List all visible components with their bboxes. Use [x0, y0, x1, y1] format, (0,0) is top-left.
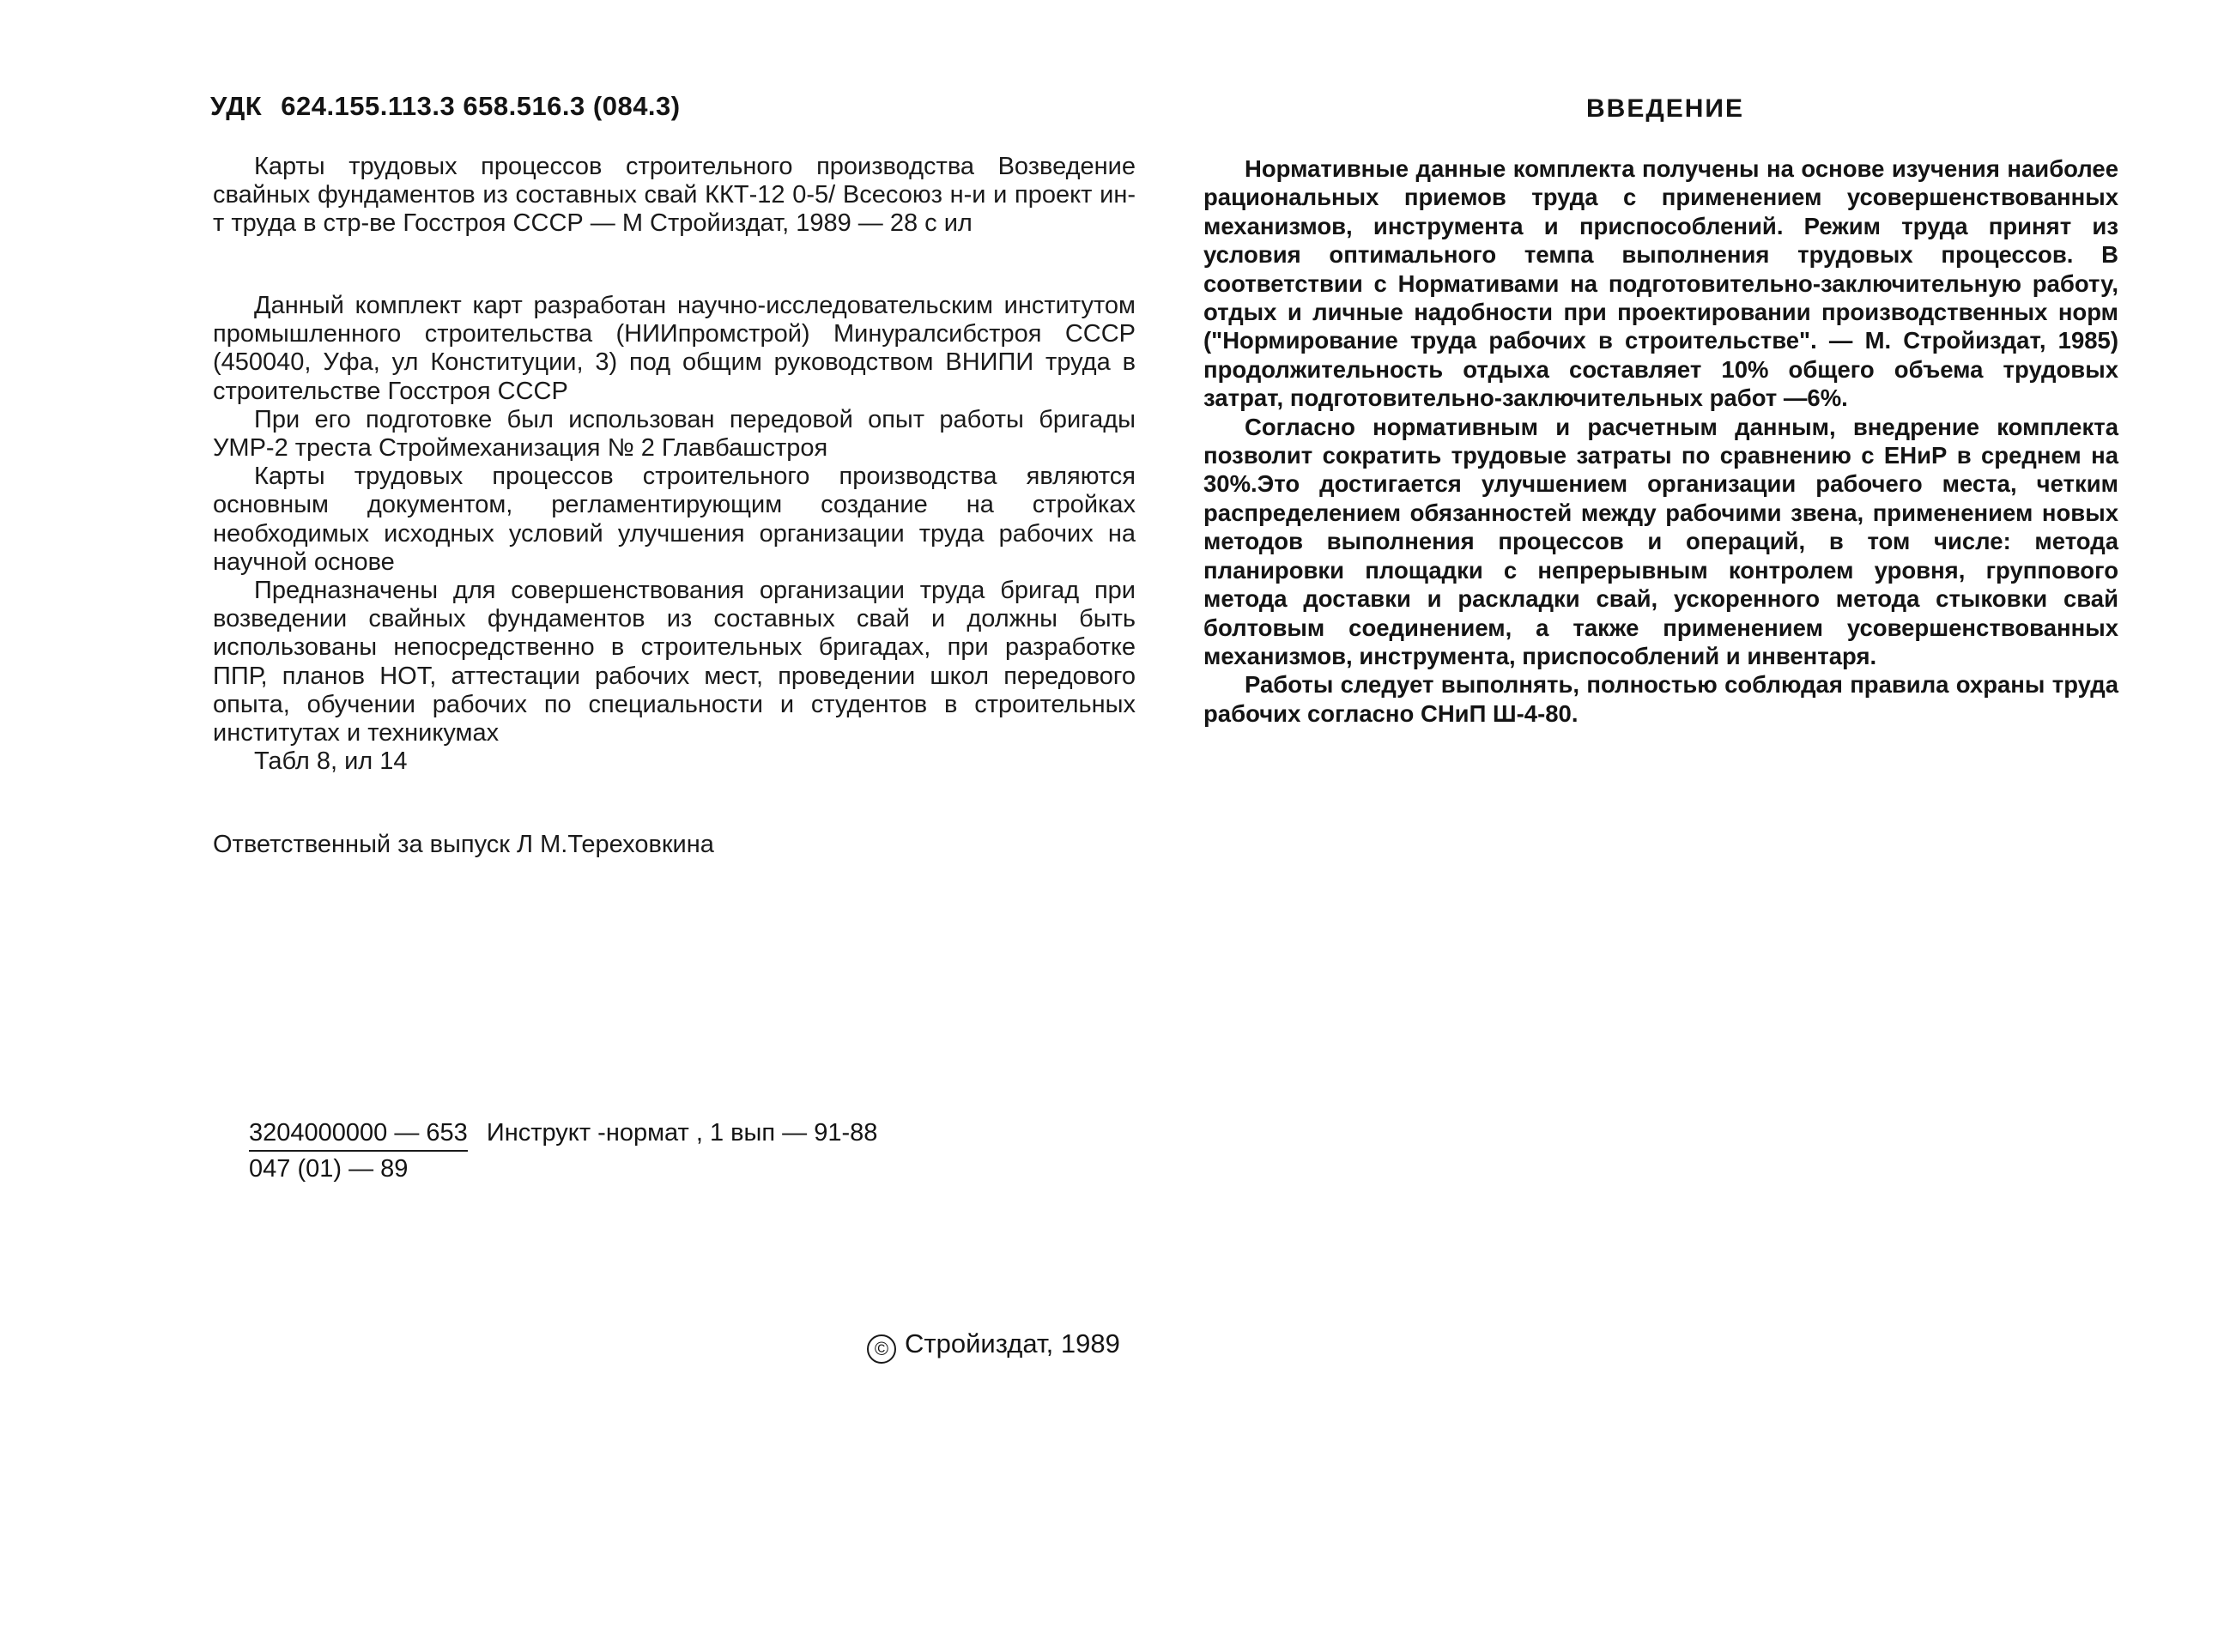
bibliography-block: [213, 153, 1136, 239]
code-note: Инструкт -нормат , 1 вып — 91-88: [486, 1119, 878, 1147]
annotation-paragraph: Карты трудовых процессов строительного производства являются основным документом, регламентирующим создание на стройках необходимых исходных условий улучшения организации труда рабочих на научной основе: [213, 463, 1136, 576]
annotation-paragraph: Данный комплект карт разработан научно-исследовательским институтом промышленного строительства (НИИпромстрой) Минуралсибстроя СССР (450040, Уфа, ул Конституции, 3) под общим руководством ВНИПИ труда в строительстве Госстроя СССР: [213, 292, 1136, 405]
tables-figures-count: Табл 8, ил 14: [254, 747, 408, 776]
copyright-text: Стройиздат, 1989: [905, 1328, 1120, 1359]
udk-code: 624.155.113.3 658.516.3 (084.3): [281, 91, 681, 121]
udk-header: [210, 91, 681, 122]
annotation-paragraph: Предназначены для совершенствования организации труда бригад при возведении свайных фундаментов из составных свай и должны быть использованы непосредственно в строительных бригадах, при разработке ППР, планов НОТ, аттестации рабочих мест, проведении школ передового опыта, обучении рабочих по специальности и студентов в строительных институтах и техникумах: [213, 577, 1136, 747]
introduction-paragraph: Согласно нормативным и расчетным данным, внедрение комплекта позволит сократить трудовые затраты по сравнению с ЕНиР в среднем на 30%.Это достигается улучшением организации рабочего места, четким распределением обязанностей между рабочими звена, применением новых методов выполнения процессов и операций, в том числе: метода планировки площадки с непрерывным контролем уровня, группового метода доставки и раскладки свай, ускоренного метода стыковки свай болтовым соединением, а также применением усовершенствованных механизмов, инструмента, приспособлений и инвентаря.: [1203, 413, 2118, 669]
introduction-title: ВВЕДЕНИЕ: [1586, 94, 1744, 123]
udk-label: УДК: [210, 91, 263, 121]
introduction-paragraph: Нормативные данные комплекта получены на основе изучения наиболее рациональных приемов труда с применением усовершенствованных механизмов, инструмента и приспособлений. Режим труда принят из условия оптимального темпа выполнения трудовых процессов. В соответствии с Нормативами на подготовительно-заключительную работу, отдых и личные надобности при проектировании производственных норм ("Нормирование труда рабочих в строительстве". — М. Стройиздат, 1985) продолжительность отдыха составляет 10% общего объема трудовых затрат, подготовительно-заключительных работ —6%.: [1203, 155, 2118, 412]
responsible-text: Ответственный за выпуск Л М.Тереховкина: [213, 831, 714, 858]
annotation-block: [213, 292, 1136, 776]
code-numerator: 3204000000 — 653: [249, 1117, 468, 1152]
responsible-line: [213, 831, 714, 859]
copyright-symbol: ©: [867, 1334, 896, 1364]
code-denominator: 047 (01) — 89: [249, 1155, 409, 1183]
introduction-paragraph: Работы следует выполнять, полностью соблюдая правила охраны труда рабочих согласно СНиП Ш-4-80.: [1203, 671, 2118, 727]
publication-code: [249, 1117, 877, 1184]
publication-code-row: [249, 1117, 877, 1152]
copyright-line: [867, 1328, 1120, 1364]
annotation-paragraph: При его подготовке был использован передовой опыт работы бригады УМР-2 треста Строймеханизация № 2 Главбашстроя: [213, 405, 1136, 463]
introduction-body: [1203, 154, 2118, 728]
bibliography-text: Карты трудовых процессов строительного производства Возведение свайных фундаментов из составных свай ККТ-12 0-5/ Всесоюз н-и и проект ин-т труда в стр-ве Госстроя СССР — М Стройиздат, 1989 — 28 с ил: [213, 153, 1136, 238]
